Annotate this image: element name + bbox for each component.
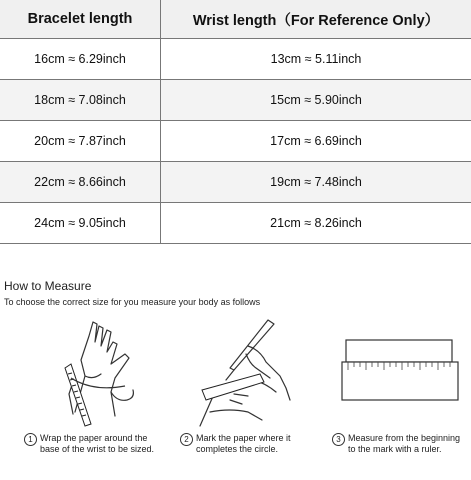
- step-2-text: Mark the paper where it completes the circle.: [196, 433, 291, 454]
- how-to-measure-title: How to Measure: [4, 279, 92, 293]
- wrap-wrist-illustration: [45, 316, 145, 428]
- wrist-length-cell: 19cm ≈ 7.48inch: [161, 162, 471, 203]
- bracelet-length-cell: 16cm ≈ 6.29inch: [0, 39, 161, 80]
- table-row: [0, 80, 471, 121]
- header-bracelet-length: Bracelet length: [0, 0, 161, 39]
- mark-paper-illustration: [190, 316, 300, 428]
- step-3-number: 3: [332, 433, 345, 446]
- step-3-text: Measure from the beginning to the mark with a ruler.: [348, 433, 461, 454]
- bracelet-length-cell: 22cm ≈ 8.66inch: [0, 162, 161, 203]
- table-row: [0, 39, 471, 80]
- step-2: [180, 433, 302, 455]
- how-to-measure-subtitle: To choose the correct size for you measure your body as follows: [4, 297, 261, 307]
- step-1-text: Wrap the paper around the base of the wrist to be sized.: [40, 433, 155, 454]
- bracelet-length-cell: 24cm ≈ 9.05inch: [0, 203, 161, 244]
- step-1-number: 1: [24, 433, 37, 446]
- wrist-length-cell: 13cm ≈ 5.11inch: [161, 39, 471, 80]
- header-wrist-length: Wrist length（For Reference Only）: [161, 0, 471, 39]
- step-1: [24, 433, 164, 455]
- bracelet-length-cell: 18cm ≈ 7.08inch: [0, 80, 161, 121]
- table-row: [0, 203, 471, 244]
- wrist-length-cell: 21cm ≈ 8.26inch: [161, 203, 471, 244]
- ruler-illustration: [338, 338, 460, 408]
- table-row: [0, 162, 471, 203]
- bracelet-length-cell: 20cm ≈ 7.87inch: [0, 121, 161, 162]
- step-3: [332, 433, 470, 455]
- wrist-length-cell: 17cm ≈ 6.69inch: [161, 121, 471, 162]
- table-row: [0, 121, 471, 162]
- step-2-number: 2: [180, 433, 193, 446]
- table-header-row: [0, 0, 471, 39]
- wrist-length-cell: 15cm ≈ 5.90inch: [161, 80, 471, 121]
